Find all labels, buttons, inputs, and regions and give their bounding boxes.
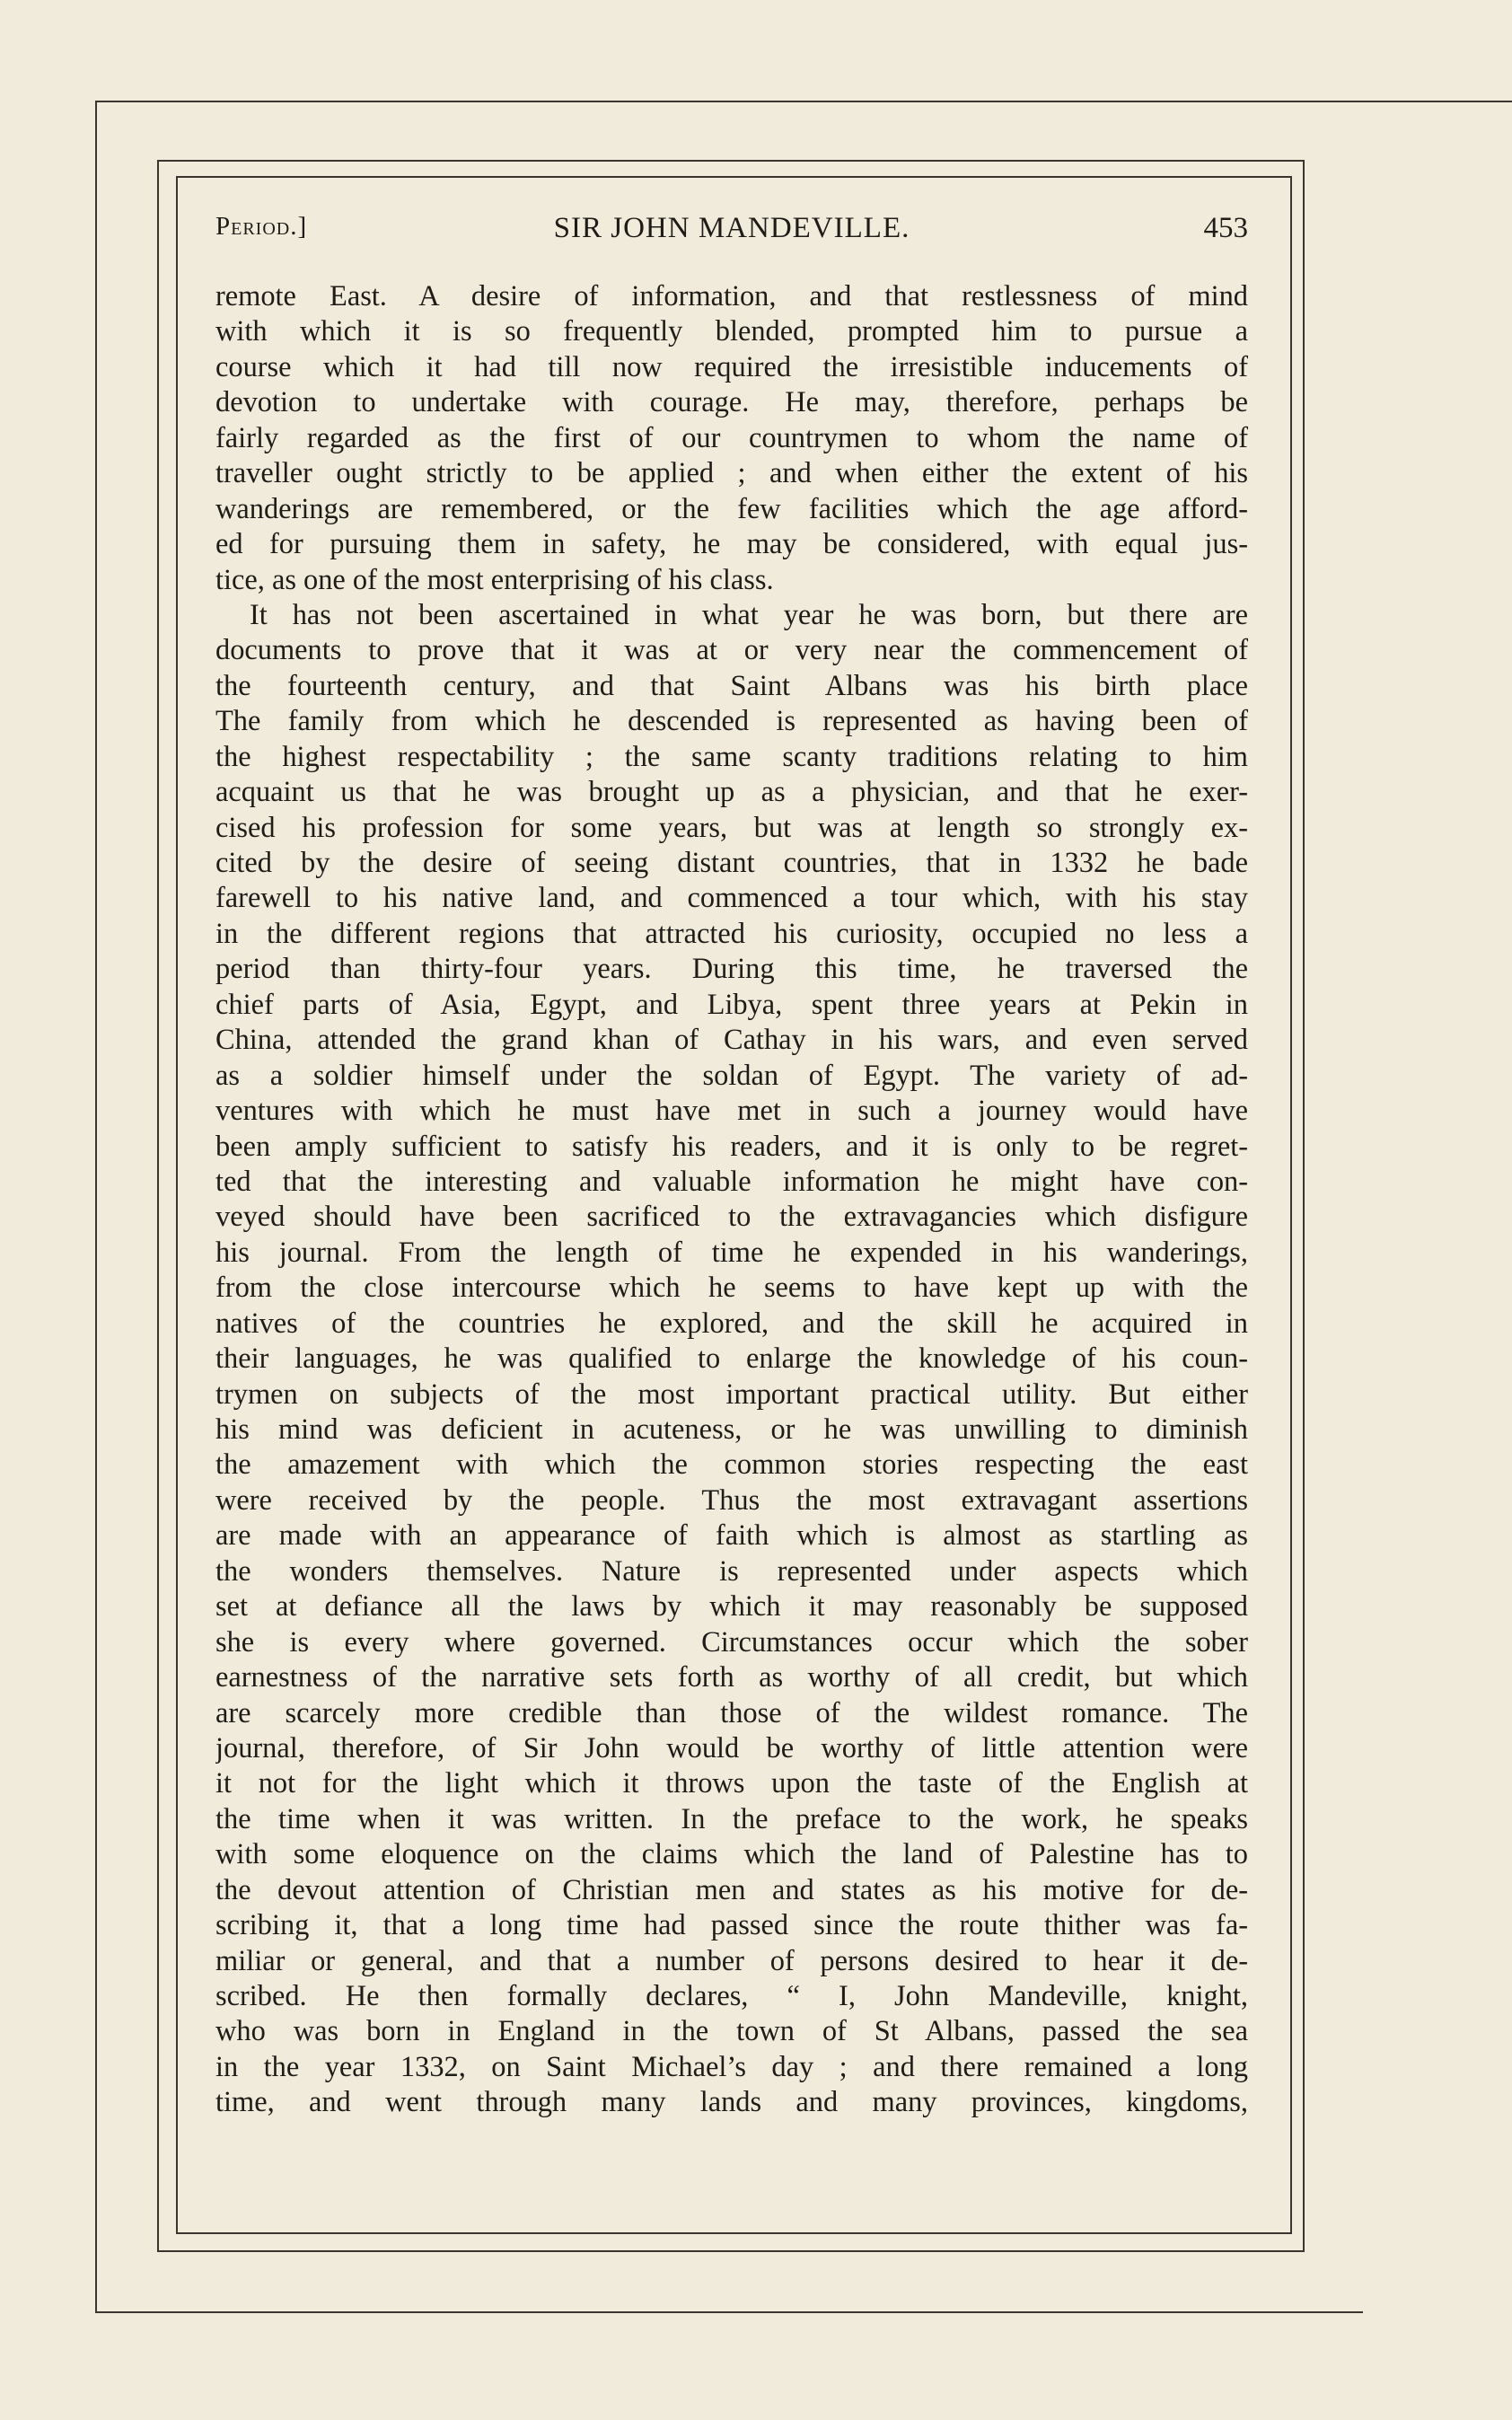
text-line: as a soldier himself under the soldan of Egypt. The variety of ad- <box>215 1059 1248 1092</box>
text-line: ted that the interesting and valuable information he might have con- <box>215 1165 1248 1198</box>
text-line: the amazement with which the common stories respecting the east <box>215 1448 1248 1482</box>
text-line: their languages, he was qualified to enlarge the knowledge of his coun- <box>215 1342 1248 1376</box>
text-line: cited by the desire of seeing distant countries, that in 1332 he bade <box>215 847 1248 879</box>
text-line: were received by the people. Thus the most extravagant assertions <box>215 1483 1248 1517</box>
running-head-title: SIR JOHN MANDEVILLE. <box>553 212 910 244</box>
text-line: farewell to his native land, and commenced a tour which, with his stay <box>215 882 1248 915</box>
text-line: with which it is so frequently blended, prompted him to pursue a <box>215 315 1248 348</box>
text-line: ventures with which he must have met in such a journey would have <box>215 1095 1248 1128</box>
text-line: his mind was deficient in acuteness, or he was unwilling to diminish <box>215 1413 1248 1446</box>
text-line: fairly regarded as the first of our countrymen to whom the name of <box>215 421 1248 454</box>
text-line: set at defiance all the laws by which it may reasonably be supposed <box>215 1590 1248 1624</box>
text-line: from the close intercourse which he seems to have kept up with the <box>215 1272 1248 1305</box>
text-line: the highest respectability ; the same scanty traditions relating to him <box>215 740 1248 773</box>
text-line: scribed. He then formally declares, “ I, John Mandeville, knight, <box>215 1980 1248 2012</box>
text-line: acquaint us that he was brought up as a physician, and that he exer- <box>215 776 1248 809</box>
text-line: in the year 1332, on Saint Michael’s day ; and there remained a long <box>215 2050 1248 2083</box>
text-line: natives of the countries he explored, and the skill he acquired in <box>215 1307 1248 1340</box>
text-line: his journal. From the length of time he expended in his wanderings, <box>215 1236 1248 1269</box>
text-line: traveller ought strictly to be applied ; and when either the extent of his <box>215 457 1248 490</box>
text-line: period than thirty-four years. During this time, he traversed the <box>215 953 1248 986</box>
text-line: in the different regions that attracted his curiosity, occupied no less a <box>215 917 1248 950</box>
text-line: tice, as one of the most enterprising of his class. <box>215 563 774 596</box>
text-line: the wonders themselves. Nature is represented under aspects which <box>215 1554 1248 1588</box>
outer-frame-left-rule <box>95 101 97 2311</box>
text-line: documents to prove that it was at or very near the commencement of <box>215 634 1248 667</box>
text-line: it not for the light which it throws upon the taste of the English at <box>215 1767 1248 1800</box>
text-line: been amply sufficient to satisfy his readers, and it is only to be regret- <box>215 1130 1248 1163</box>
text-line: she is every where governed. Circumstances occur which the sober <box>215 1625 1248 1659</box>
text-line: earnestness of the narrative sets forth as worthy of all credit, but which <box>215 1661 1248 1694</box>
text-line: who was born in England in the town of St Albans, passed the sea <box>215 2015 1248 2048</box>
text-line: It has not been ascertained in what year he was born, but there are <box>250 598 1248 631</box>
text-line: wanderings are remembered, or the few facilities which the age afford- <box>215 492 1248 525</box>
text-line: time, and went through many lands and many provinces, kingdoms, <box>215 2086 1248 2119</box>
text-line: China, attended the grand khan of Cathay in his wars, and even served <box>215 1024 1248 1057</box>
text-line: with some eloquence on the claims which the land of Palestine has to <box>215 1838 1248 1871</box>
text-line: course which it had till now required the irresistible inducements of <box>215 350 1248 383</box>
text-line: chief parts of Asia, Egypt, and Libya, spent three years at Pekin in <box>215 988 1248 1021</box>
outer-frame-bottom-rule <box>95 2311 1363 2313</box>
body-text <box>215 279 1248 2121</box>
text-line: trymen on subjects of the most important practical utility. But either <box>215 1377 1248 1411</box>
text-line: miliar or general, and that a number of persons desired to hear it de- <box>215 1944 1248 1977</box>
text-line: cised his profession for some years, but was at length so strongly ex- <box>215 811 1248 844</box>
running-head-section: Period.] <box>215 212 308 241</box>
text-line: the fourteenth century, and that Saint Albans was his birth place <box>215 669 1248 702</box>
text-line: The family from which he descended is represented as having been of <box>215 705 1248 738</box>
text-line: the time when it was written. In the preface to the work, he speaks <box>215 1802 1248 1835</box>
text-line: remote East. A desire of information, and that restlessness of mind <box>215 280 1248 312</box>
text-line: scribing it, that a long time had passed since the route thither was fa- <box>215 1909 1248 1942</box>
text-line: the devout attention of Christian men and states as his motive for de- <box>215 1873 1248 1906</box>
outer-frame-top-rule <box>95 101 1512 102</box>
text-line: ed for pursuing them in safety, he may be considered, with equal jus- <box>215 528 1248 561</box>
page-number: 453 <box>1203 212 1248 244</box>
text-line: devotion to undertake with courage. He may, therefore, perhaps be <box>215 386 1248 419</box>
text-line: journal, therefore, of Sir John would be worthy of little attention were <box>215 1731 1248 1764</box>
text-line: are made with an appearance of faith which is almost as startling as <box>215 1519 1248 1553</box>
text-line: veyed should have been sacrificed to the extravagancies which disfigure <box>215 1201 1248 1234</box>
running-head <box>215 212 1248 257</box>
text-line: are scarcely more credible than those of the wildest romance. The <box>215 1696 1248 1729</box>
